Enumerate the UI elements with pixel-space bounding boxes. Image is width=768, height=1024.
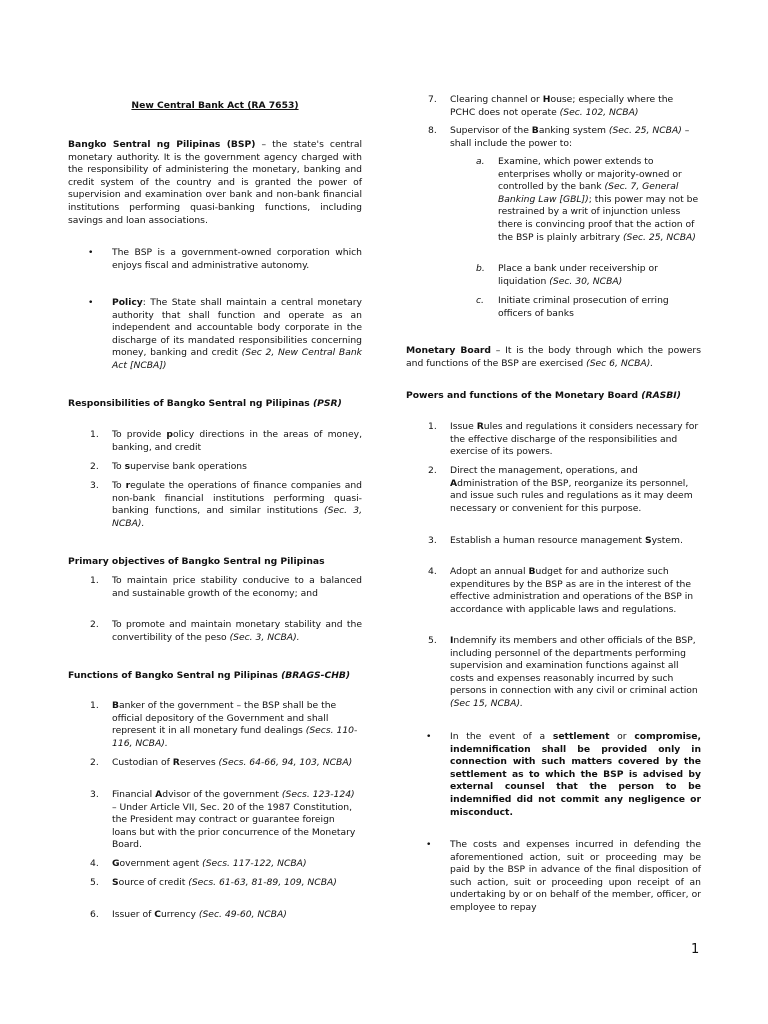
function-item-3: 3. Financial Advisor of the government (Secs. 123-124) – Under Article VII, Sec. 20 of the 1987 Constitution, the President may contract or guarantee foreign loans but with the prior concurrence of the Monetary Board.: [90, 789, 356, 851]
bsp-bullet-policy: • Policy: The State shall maintain a central monetary authority that shall function and operate as an independent and accountable body corporate in the discharge of its mandated responsibilities concerning money, banking and credit (Sec 2, New Central Bank Act [NCBA]): [88, 297, 362, 371]
responsibilities-heading: Responsibilities of Bangko Sentral ng Pilipinas (PSR): [68, 398, 342, 409]
supervisor-power-c: c. Initiate criminal prosecution of erring officers of banks: [476, 295, 669, 319]
settlement-bullet: • In the event of a settlement or compromise, indemnification shall be provided only in connection with such matters covered by the settlement as to which the BSP is advised by external counsel that the person to be indemnified did not commit any negligence or misconduct.: [426, 731, 701, 818]
function-item-5: 5. Source of credit (Secs. 61-63, 81-89, 109, NCBA): [90, 877, 337, 888]
function-item-8: 8. Supervisor of the Banking system (Sec. 25, NCBA) – shall include the power to:: [428, 125, 690, 149]
objective-item-2: 2. To promote and maintain monetary stability and the convertibility of the peso (Sec. 3, NCBA).: [90, 619, 362, 643]
board-power-4: 4. Adopt an annual Budget for and authorize such expenditures by the BSP as are in the interest of the effective administration and operations of the BSP in accordance with applicable laws and regulations.: [428, 566, 694, 615]
function-item-1: 1. Banker of the government – the BSP shall be the official depository of the Government and shall represent it in all monetary fund dealings (Secs. 110- 116, NCBA).: [90, 700, 358, 749]
bsp-bullet-autonomy: • The BSP is a government-owned corporation which enjoys fiscal and administrative autonomy.: [88, 247, 362, 271]
bullet-icon: •: [426, 731, 432, 742]
function-item-4: 4. Government agent (Secs. 117-122, NCBA): [90, 858, 307, 869]
monetary-board-definition: Monetary Board – It is the body through which the powers and functions of the BSP are exercised (Sec 6, NCBA).: [406, 345, 701, 369]
document-title: New Central Bank Act (RA 7653): [131, 100, 299, 111]
board-power-2: 2. Direct the management, operations, and Administration of the BSP, reorganize its personnel, and issue such rules and regulations as it may deem necessary or convenient for this purpose.: [428, 465, 693, 514]
functions-heading: Functions of Bangko Sentral ng Pilipinas (BRAGS-CHB): [68, 670, 351, 681]
objective-item-1: 1. To maintain price stability conducive to a balanced and sustainable growth of the economy; and: [90, 575, 362, 599]
responsibility-item-1: 1. To provide policy directions in the areas of money, banking, and credit: [90, 429, 362, 453]
supervisor-power-a: a. Examine, which power extends to enterprises wholly or majority-owned or controlled by the bank (Sec. 7, General Banking Law [GBL]); this power may not be restrained by a writ of injunction unless there is convincing proof that the action of the BSP is plainly arbitrary (Sec. 25, NCBA): [476, 156, 699, 243]
board-power-5: 5. Indemnify its members and other officials of the BSP, including personnel of the departments performing supervision and examination functions against all costs and expenses reasonably incurred by such persons in connection with any civil or criminal action (Sec 15, NCBA).: [428, 635, 698, 709]
responsibility-item-2: 2. To supervise bank operations: [90, 461, 247, 472]
bsp-definition: Bangko Sentral ng Pilipinas (BSP) – the state's central monetary authority. It is the government agency charged with the responsibility of administering the monetary, banking and credit system of the country and is granted the power of supervision and examination over bank and non-bank financial institutions performing quasi-banking functions, including savings and loan associations.: [68, 139, 362, 226]
page-number: 1: [691, 942, 700, 957]
objectives-heading: Primary objectives of Bangko Sentral ng Pilipinas: [68, 556, 325, 567]
board-power-3: 3. Establish a human resource management System.: [428, 535, 683, 546]
bullet-icon: •: [426, 839, 432, 850]
costs-bullet: • The costs and expenses incurred in defending the aforementioned action, suit or proceeding may be paid by the BSP in advance of the final disposition of such action, suit or proceeding upon receipt of an undertaking by or on behalf of the member, officer, or employee to repay: [426, 839, 701, 913]
responsibility-item-3: 3. To regulate the operations of finance companies and non-bank financial institutions performing quasi-banking functions, and similar institutions (Sec. 3, NCBA).: [90, 480, 362, 529]
function-item-7: 7. Clearing channel or House; especially where the PCHC does not operate (Sec. 102, NCBA): [428, 94, 674, 118]
bullet-icon: •: [88, 297, 94, 308]
powers-functions-heading: Powers and functions of the Monetary Board (RASBI): [406, 390, 681, 401]
supervisor-power-b: b. Place a bank under receivership or liquidation (Sec. 30, NCBA): [476, 263, 658, 287]
board-power-1: 1. Issue Rules and regulations it considers necessary for the effective discharge of the responsibilities and exercise of its powers.: [428, 421, 699, 458]
bullet-icon: •: [88, 247, 94, 258]
function-item-6: 6. Issuer of Currency (Sec. 49-60, NCBA): [90, 909, 287, 920]
function-item-2: 2. Custodian of Reserves (Secs. 64-66, 94, 103, NCBA): [90, 757, 353, 768]
bsp-heading: Bangko Sentral ng Pilipinas (BSP): [68, 139, 256, 150]
